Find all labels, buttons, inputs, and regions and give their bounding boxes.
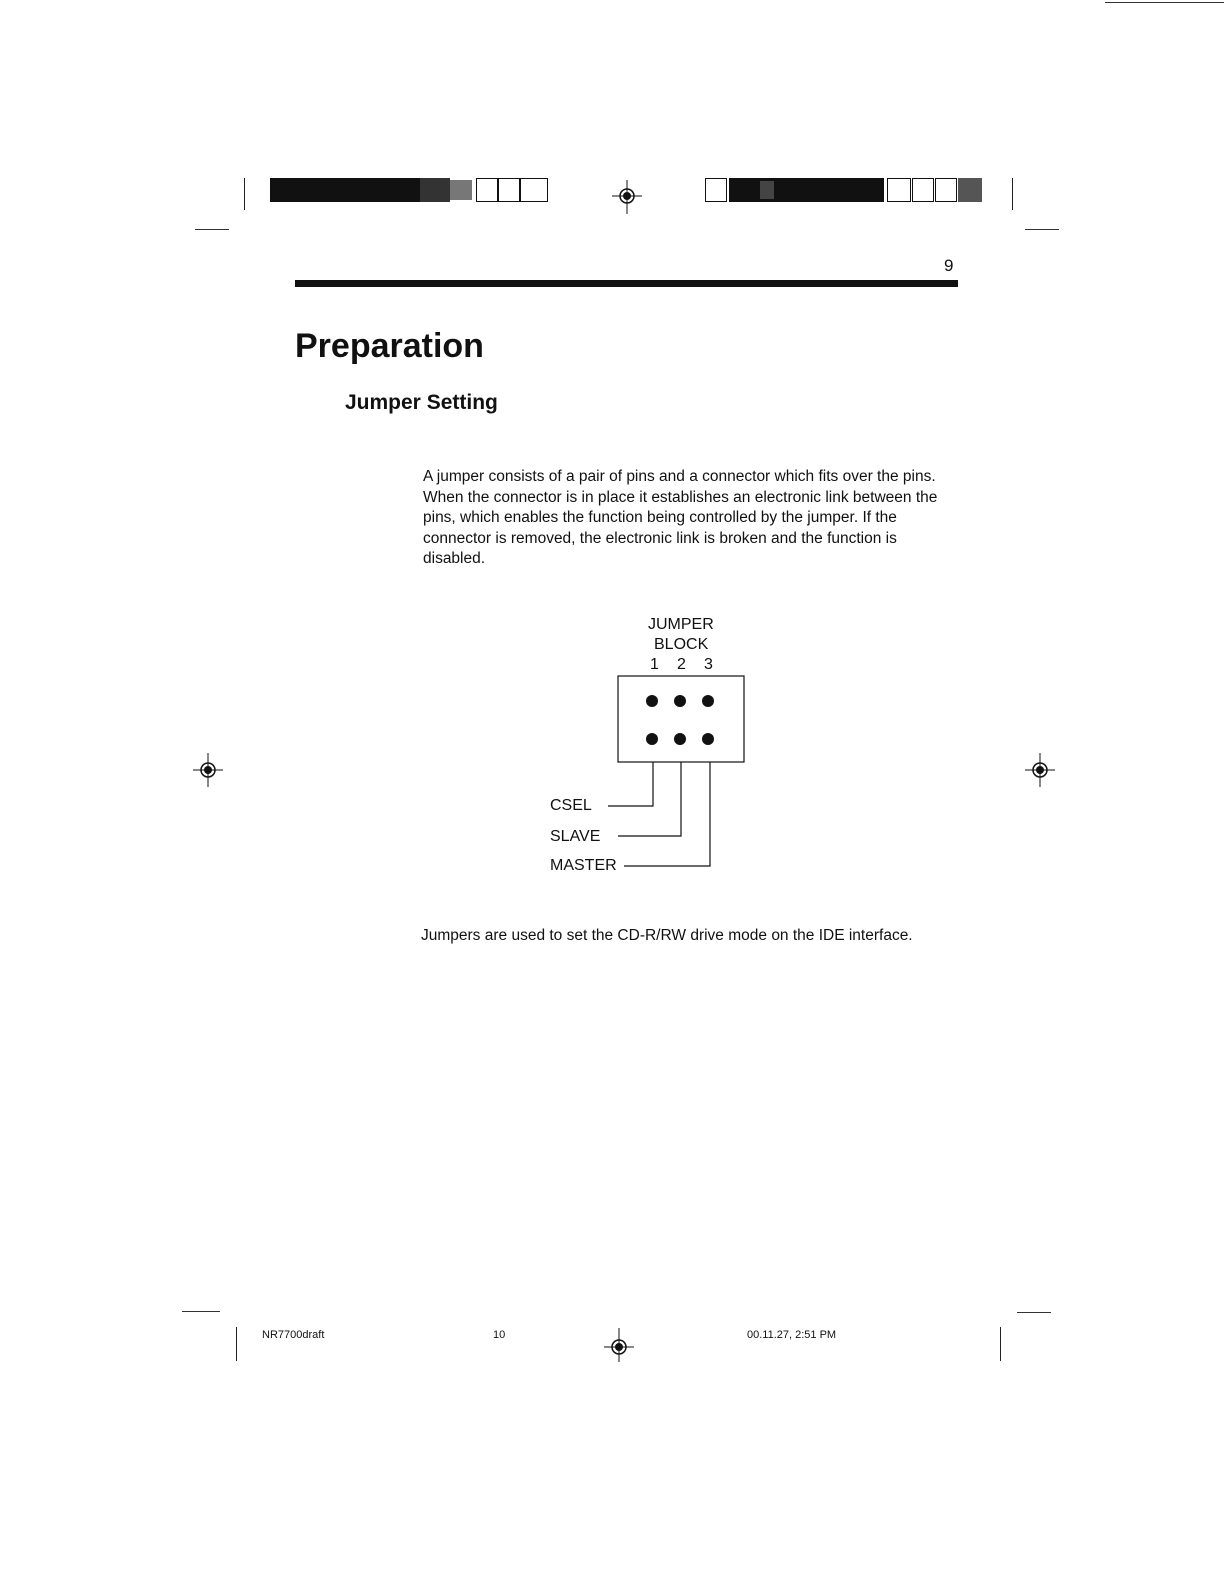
footer-page: 10 xyxy=(493,1329,506,1341)
footer-filename: NR7700draft xyxy=(262,1329,325,1341)
pin-number: 3 xyxy=(704,656,713,673)
registration-bar-right xyxy=(705,178,985,202)
pin-dot xyxy=(674,733,686,745)
footer-timestamp: 00.11.27, 2:51 PM xyxy=(747,1329,837,1341)
crop-mark xyxy=(182,1311,220,1312)
crop-mark xyxy=(1017,1312,1051,1313)
pin-dot xyxy=(674,695,686,707)
section-subtitle: Jumper Setting xyxy=(345,391,498,414)
registration-target-icon xyxy=(193,753,223,787)
slave-leader xyxy=(618,762,681,836)
page-number: 9 xyxy=(944,256,954,275)
csel-leader xyxy=(608,762,653,806)
crop-mark xyxy=(1105,2,1224,3)
crop-mark xyxy=(244,178,245,210)
pin-dot xyxy=(702,733,714,745)
body-paragraph: A jumper consists of a pair of pins and a connector which fits over the pins. When the connector is in place it establishes an electronic link between the pins, which enables the function being controlled by the jumper. If the connector is removed, the electronic link is broken and the function is disabled. xyxy=(423,468,938,567)
registration-target-icon xyxy=(1025,753,1055,787)
header-rule xyxy=(295,280,958,287)
registration-target-icon xyxy=(612,180,642,214)
jumper-block-outline xyxy=(618,676,744,762)
pin-dot xyxy=(702,695,714,707)
crop-mark xyxy=(195,229,229,230)
registration-bar-left xyxy=(270,178,550,202)
crop-mark xyxy=(1012,178,1013,210)
pin-dot xyxy=(646,733,658,745)
pin-number: 2 xyxy=(677,656,686,673)
crop-mark xyxy=(1025,229,1059,230)
master-leader xyxy=(624,762,710,866)
registration-target-icon xyxy=(604,1328,634,1362)
crop-mark xyxy=(236,1327,237,1361)
slave-label: SLAVE xyxy=(550,828,601,845)
crop-mark xyxy=(1000,1327,1001,1361)
diagram-title-line1: JUMPER xyxy=(648,616,714,633)
csel-label: CSEL xyxy=(550,797,592,814)
pin-number: 1 xyxy=(650,656,659,673)
page-title: Preparation xyxy=(295,327,484,365)
pin-dot xyxy=(646,695,658,707)
diagram-title-line2: BLOCK xyxy=(654,636,709,653)
caption-text: Jumpers are used to set the CD-R/RW drive mode on the IDE interface. xyxy=(421,927,913,944)
master-label: MASTER xyxy=(550,857,617,874)
jumper-diagram xyxy=(540,612,760,882)
